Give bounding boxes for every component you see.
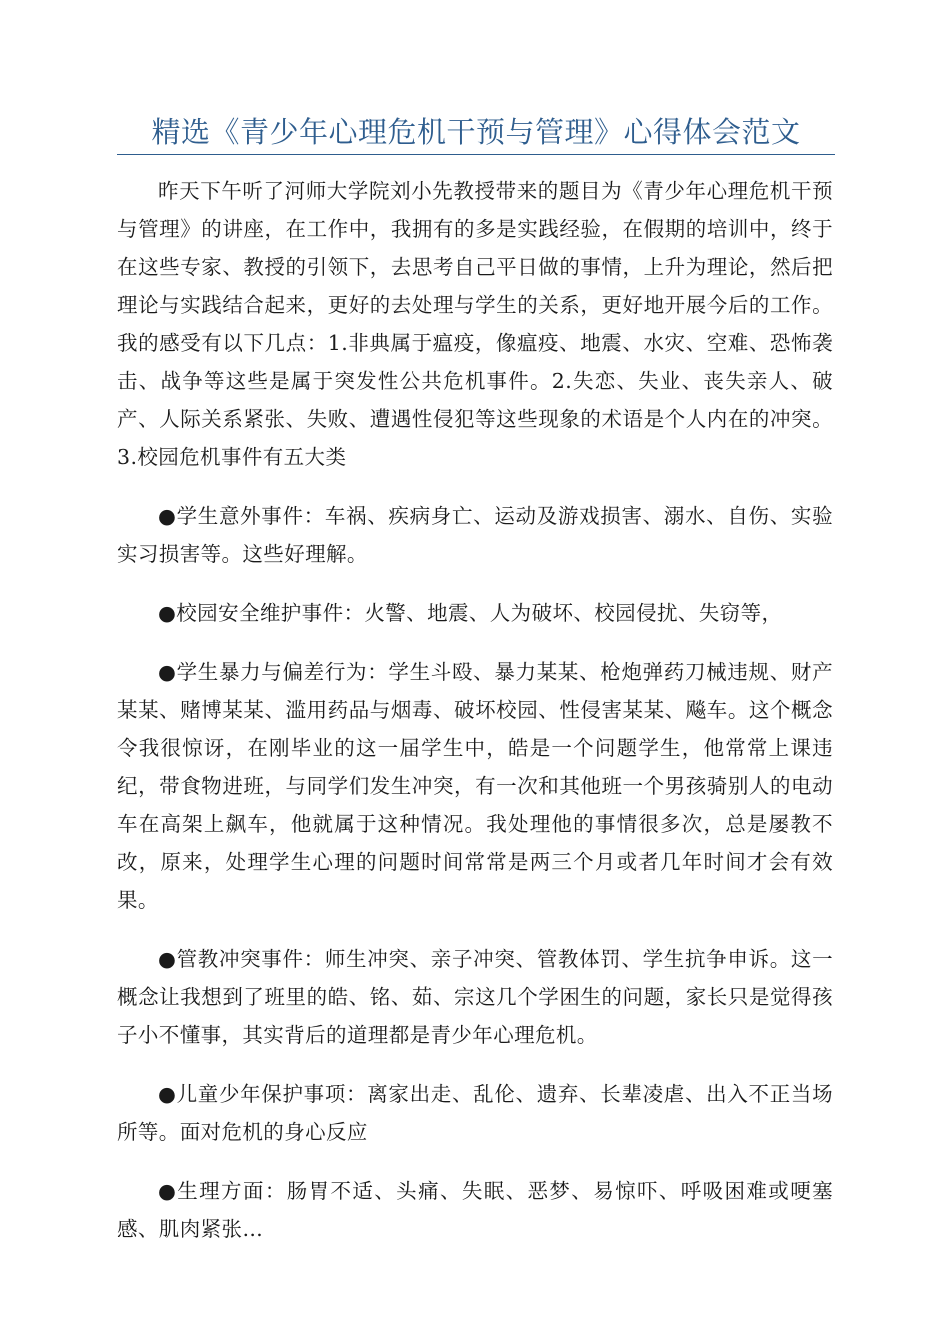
title-underline [117, 154, 835, 155]
paragraph-campus-safety: ●校园安全维护事件：火警、地震、人为破坏、校园侵扰、失窃等， [158, 601, 783, 625]
document-title: 精选《青少年心理危机干预与管理》心得体会范文 [151, 115, 801, 149]
paragraph-discipline-conflict: ●管教冲突事件：师生冲突、亲子冲突、管教体罚、学生抗争申诉。这一概念让我想到了班里的皓、铭、茹、宗这几个学困生的问题，家长只是觉得孩子小不懂事，其实背后的道理都是青少年心理危机。 [117, 947, 833, 1047]
document-body [117, 172, 833, 1269]
paragraph-intro: 昨天下午听了河师大学院刘小先教授带来的题目为《青少年心理危机干预与管理》的讲座，在工作中，我拥有的多是实践经验，在假期的培训中，终于在这些专家、教授的引领下，去思考自己平日做的事情，上升为理论，然后把理论与实践结合起来，更好的去处理与学生的关系，更好地开展今后的工作。我的感受有以下几点：1.非典属于瘟疫，像瘟疫、地震、水灾、空难、恐怖袭击、战争等这些是属于突发性公共危机事件。2.失恋、失业、丧失亲人、破产、人际关系紧张、失败、遭遇性侵犯等这些现象的术语是个人内在的冲突。3.校园危机事件有五大类 [117, 179, 833, 469]
paragraph-student-accidents: ●学生意外事件：车祸、疾病身亡、运动及游戏损害、溺水、自伤、实验实习损害等。这些好理解。 [117, 504, 833, 566]
paragraph-student-violence: ●学生暴力与偏差行为：学生斗殴、暴力某某、枪炮弹药刀械违规、财产某某、赌博某某、滥用药品与烟毒、破坏校园、性侵害某某、飚车。这个概念令我很惊讶，在刚毕业的这一届学生中，皓是一个问题学生，他常常上课违纪，带食物进班，与同学们发生冲突，有一次和其他班一个男孩骑别人的电动车在高架上飙车，他就属于这种情况。我处理他的事情很多次，总是屡教不改，原来，处理学生心理的问题时间常常是两三个月或者几年时间才会有效果。 [117, 660, 833, 912]
paragraph-physiological: ●生理方面：肠胃不适、头痛、失眠、恶梦、易惊吓、呼吸困难或哽塞感、肌肉紧张… [117, 1179, 833, 1241]
paragraph-child-protection: ●儿童少年保护事项：离家出走、乱伦、遗弃、长辈凌虐、出入不正当场所等。面对危机的身心反应 [117, 1082, 833, 1144]
